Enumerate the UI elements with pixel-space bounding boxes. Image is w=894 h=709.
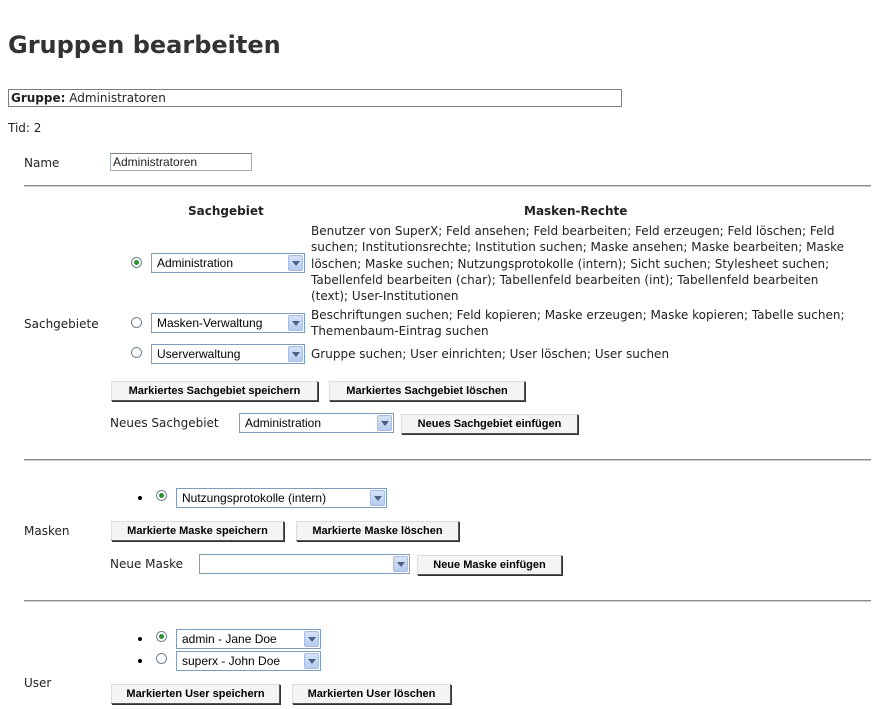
chevron-down-icon <box>288 315 303 331</box>
masken-rechte-1: Benutzer von SuperX; Feld ansehen; Feld bearbeiten; Feld erzeugen; Feld löschen; Feld suchen; Institutionsrechte; Institution suchen; Maske ansehen; Maske bearbeiten; Maske löschen; Maske suchen; Nutzungsprotokolle (intern); Sicht suchen; Stylesheet suchen; Tabellenfeld bearbeiten (char); Tabellenfeld bearbeiten (int); Tabellenfeld bearbeiten (text); User-Institutionen <box>311 224 844 304</box>
user-label: User <box>24 676 52 690</box>
delete-sachgebiet-button[interactable]: Markiertes Sachgebiet löschen <box>329 381 525 401</box>
insert-sachgebiet-button[interactable]: Neues Sachgebiet einfügen <box>401 414 578 434</box>
user-radio-2[interactable] <box>156 653 167 664</box>
insert-maske-button[interactable]: Neue Maske einfügen <box>417 555 562 575</box>
user-radio-1[interactable] <box>156 631 167 642</box>
chevron-down-icon <box>393 556 408 572</box>
sachgebiet-select-3[interactable] <box>151 344 305 364</box>
divider <box>24 600 871 602</box>
group-header-box <box>8 89 622 107</box>
tid-label: Tid: <box>8 121 30 135</box>
new-sachgebiet-select[interactable] <box>239 413 394 433</box>
sachgebiet-select-1-value: Administration <box>157 256 234 270</box>
tid-row <box>8 121 41 135</box>
chevron-down-icon <box>288 346 303 362</box>
list-bullet <box>138 496 142 500</box>
sachgebiet-radio-3[interactable] <box>131 347 142 358</box>
masken-label: Masken <box>24 524 70 538</box>
divider <box>24 459 871 461</box>
sachgebiet-select-1[interactable] <box>151 253 305 273</box>
user-select-2[interactable] <box>176 651 321 671</box>
masken-rechte-3: Gruppe suchen; User einrichten; User löschen; User suchen <box>311 347 670 361</box>
new-maske-label: Neue Maske <box>110 557 184 571</box>
user-select-1-value: admin - Jane Doe <box>182 632 277 646</box>
sachgebiet-radio-2[interactable] <box>131 317 142 328</box>
user-select-1[interactable] <box>176 629 321 649</box>
name-label: Name <box>24 156 60 170</box>
chevron-down-icon <box>377 415 392 431</box>
maske-select-1-value: Nutzungsprotokolle (intern) <box>182 491 327 505</box>
masken-rechte-2: Beschriftungen suchen; Feld kopieren; Maske erzeugen; Maske kopieren; Tabelle suchen; Themenbaum-Eintrag suchen <box>311 308 845 339</box>
list-bullet <box>138 659 142 663</box>
sachgebiet-select-3-value: Userverwaltung <box>157 347 241 361</box>
delete-user-button[interactable]: Markierten User löschen <box>292 684 451 704</box>
delete-maske-button[interactable]: Markierte Maske löschen <box>296 521 459 541</box>
group-label: Gruppe: <box>11 91 66 105</box>
new-maske-select[interactable] <box>199 554 410 574</box>
tid-value: 2 <box>33 121 42 135</box>
sachgebiet-select-2[interactable] <box>151 313 305 333</box>
chevron-down-icon <box>288 255 303 271</box>
save-maske-button[interactable]: Markierte Maske speichern <box>111 521 284 541</box>
sachgebiete-label: Sachgebiete <box>24 317 99 331</box>
maske-radio-1[interactable] <box>156 490 167 501</box>
save-user-button[interactable]: Markierten User speichern <box>111 684 280 704</box>
page-title: Gruppen bearbeiten <box>8 31 281 59</box>
new-sachgebiet-label: Neues Sachgebiet <box>110 416 219 430</box>
name-input[interactable]: Administratoren <box>110 153 252 171</box>
list-bullet <box>138 637 142 641</box>
chevron-down-icon <box>304 653 319 669</box>
chevron-down-icon <box>370 490 385 506</box>
new-sachgebiet-select-value: Administration <box>245 416 322 430</box>
chevron-down-icon <box>304 631 319 647</box>
sachgebiet-select-2-value: Masken-Verwaltung <box>157 316 263 330</box>
save-sachgebiet-button[interactable]: Markiertes Sachgebiet speichern <box>111 381 318 401</box>
user-select-2-value: superx - John Doe <box>182 654 281 668</box>
divider <box>24 185 871 187</box>
maske-select-1[interactable] <box>176 488 387 508</box>
sachgebiet-radio-1[interactable] <box>131 257 142 268</box>
group-name: Administratoren <box>69 91 166 105</box>
column-header-masken-rechte: Masken-Rechte <box>524 204 628 218</box>
column-header-sachgebiet: Sachgebiet <box>188 204 264 218</box>
